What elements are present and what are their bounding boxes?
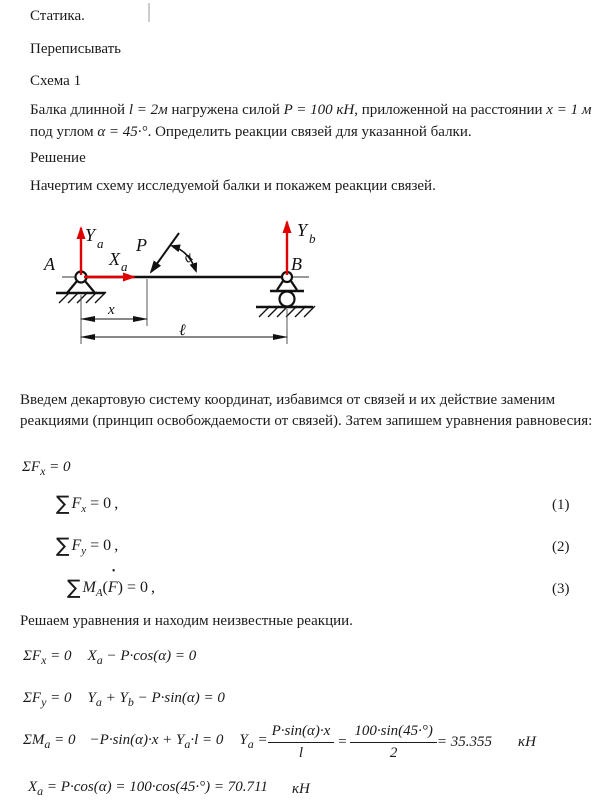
rowA-rhs-sub: a — [96, 653, 103, 667]
equation-1-number: (1) — [552, 497, 570, 513]
rowD-var: X — [28, 779, 38, 795]
label-xa-sub: a — [121, 259, 128, 274]
rowC-lhs: ΣM — [23, 732, 45, 748]
eq2-sub: y — [81, 545, 87, 557]
rowD-unit: кН — [291, 780, 310, 797]
label-xa-main: X — [109, 249, 120, 269]
fraction-numeric-num: 100·sin(45·°) — [350, 723, 437, 743]
equation-3[interactable] — [67, 566, 156, 603]
label-force-p: P — [136, 235, 147, 255]
rowB-rhs-sub2: b — [127, 695, 134, 709]
math-region-row-fy[interactable] — [23, 690, 225, 710]
label-yb-main: Y — [297, 220, 308, 240]
rowC-ya-eq: = — [253, 732, 268, 748]
fraction-symbolic-den: l — [298, 744, 304, 761]
text-region-rewrite[interactable] — [30, 39, 121, 60]
text-region-solution-heading[interactable] — [30, 148, 86, 169]
problem-text-1: Балка длинной — [30, 102, 129, 118]
label-yb-sub: b — [309, 231, 316, 246]
label-dimension-l: ℓ — [179, 320, 186, 339]
eq1-sub: x — [81, 503, 87, 515]
rowC-unit: кН — [518, 733, 536, 750]
rowB-rhs-var1: Y — [87, 690, 96, 706]
rowD-rest: = P·cos(α) = 100·cos(45·°) = 70.711 — [43, 779, 268, 795]
eq3-sub: A — [95, 587, 103, 599]
text-region-scheme[interactable] — [30, 71, 81, 92]
math-inline-length: l = 2м — [128, 102, 168, 118]
problem-text-4: под углом — [30, 124, 98, 140]
problem-text-2: нагружена силой — [167, 102, 284, 118]
rowC-ya-var: Y — [239, 732, 248, 748]
intro-text: Введем декартовую систему координат, избавимся от связей и их действие заменим реакциями (принцип освобождаемости от связей). Затем запишем уравнения равновесия: — [20, 392, 593, 429]
fraction-numeric — [350, 723, 437, 762]
text-region-solve-note[interactable] — [20, 611, 353, 632]
sigma-f-rest: = 0 — [45, 459, 71, 475]
rowB-lhs-sub: y — [41, 695, 47, 709]
draw-note-text: Начертим схему исследуемой балки и покажем реакции связей. — [30, 178, 436, 194]
sum-operator: ∑ — [56, 491, 70, 515]
eq1-comma: , — [114, 495, 119, 512]
scheme-text: Схема 1 — [30, 73, 82, 89]
text-region-draw-note[interactable] — [30, 176, 436, 197]
rowA-lhs-sub: x — [41, 653, 47, 667]
text-region-title[interactable] — [30, 6, 85, 27]
rowC-result: = 35.355 — [436, 733, 493, 750]
label-support-b: B — [291, 254, 302, 274]
text-cursor — [148, 3, 150, 22]
label-ya-main: Y — [85, 225, 96, 245]
rowA-lhs-rest: = 0 — [46, 648, 72, 664]
rowA-rhs-rest: − P·cos(α) = 0 — [102, 648, 197, 664]
fraction-symbolic — [268, 723, 335, 762]
equation-2[interactable] — [56, 535, 118, 561]
rowA-rhs-var: X — [87, 648, 97, 664]
math-inline-distance: x = 1 м — [546, 102, 592, 118]
problem-text-5: . Определить реакции связей для указанной балки. — [147, 124, 472, 140]
fraction-symbolic-num: P·sin(α)·x — [268, 723, 335, 743]
eq2-rest: = 0 — [90, 537, 112, 554]
solution-heading-text: Решение — [30, 150, 86, 166]
rowB-lhs-rest: = 0 — [46, 690, 72, 706]
eq3-rest: = 0 — [126, 579, 149, 596]
rowB-lhs: ΣF — [23, 690, 42, 706]
rewrite-text: Переписывать — [30, 41, 121, 57]
rowC-eq2: = — [337, 733, 348, 750]
eq1-rest: = 0 — [90, 495, 112, 512]
sigma-f: ΣF — [22, 459, 41, 475]
eq3-fvar: F — [107, 579, 118, 596]
fraction-numeric-den: 2 — [389, 744, 398, 761]
problem-statement[interactable] — [30, 99, 608, 143]
problem-text-3: , приложенной на расстоянии — [354, 102, 547, 118]
math-inline-angle: α = 45·° — [97, 124, 148, 140]
eq3-var: M — [82, 579, 96, 596]
eq3-comma: , — [151, 579, 156, 596]
equation-3-number: (3) — [552, 581, 570, 597]
eq2-comma: , — [114, 537, 119, 554]
math-inline-force: P = 100 кН — [283, 102, 355, 118]
rowB-rhs-mid: + Y — [101, 690, 128, 706]
eq3-close-paren: ) — [117, 579, 123, 596]
rowC-lhs-sub: a — [44, 737, 51, 751]
math-region-sum-fx[interactable] — [22, 459, 71, 479]
beam-diagram[interactable] — [0, 200, 360, 370]
math-region-row-xa[interactable] — [28, 779, 310, 799]
sigma-f-sub: x — [40, 464, 46, 478]
equation-1[interactable] — [56, 493, 118, 519]
sum-operator: ∑ — [56, 533, 70, 557]
eq1-var: F — [71, 495, 82, 512]
rowC-lhs-rest: = 0 — [50, 732, 76, 748]
vector-dot: • — [111, 566, 116, 577]
math-region-row-moment[interactable] — [23, 721, 536, 763]
intro-paragraph[interactable] — [20, 390, 605, 431]
sum-operator: ∑ — [67, 575, 81, 599]
rowC-mid-rest: ·l = 0 — [190, 732, 224, 748]
label-angle-alpha: α — [180, 249, 197, 267]
label-ya-sub: a — [97, 236, 104, 251]
rowD-sub: a — [37, 784, 44, 798]
rowB-rhs-sub1: a — [95, 695, 102, 709]
solve-note-text: Решаем уравнения и находим неизвестные реакции. — [20, 613, 353, 629]
rowB-rhs-rest: − P·sin(α) = 0 — [133, 690, 225, 706]
math-region-row-fx[interactable] — [23, 648, 196, 668]
rowA-lhs: ΣF — [23, 648, 42, 664]
equation-2-number: (2) — [552, 539, 570, 555]
eq2-var: F — [71, 537, 82, 554]
eq3-open-paren: ( — [102, 579, 108, 596]
title-text: Статика. — [30, 8, 85, 24]
label-dimension-x: x — [108, 302, 115, 318]
rowC-ya-sub: a — [247, 737, 254, 751]
label-support-a: A — [44, 254, 55, 274]
force-p-arrow — [151, 233, 179, 272]
rowC-mid-sub: a — [184, 737, 191, 751]
rowC-mid: −P·sin(α)·x + Y — [89, 732, 185, 748]
